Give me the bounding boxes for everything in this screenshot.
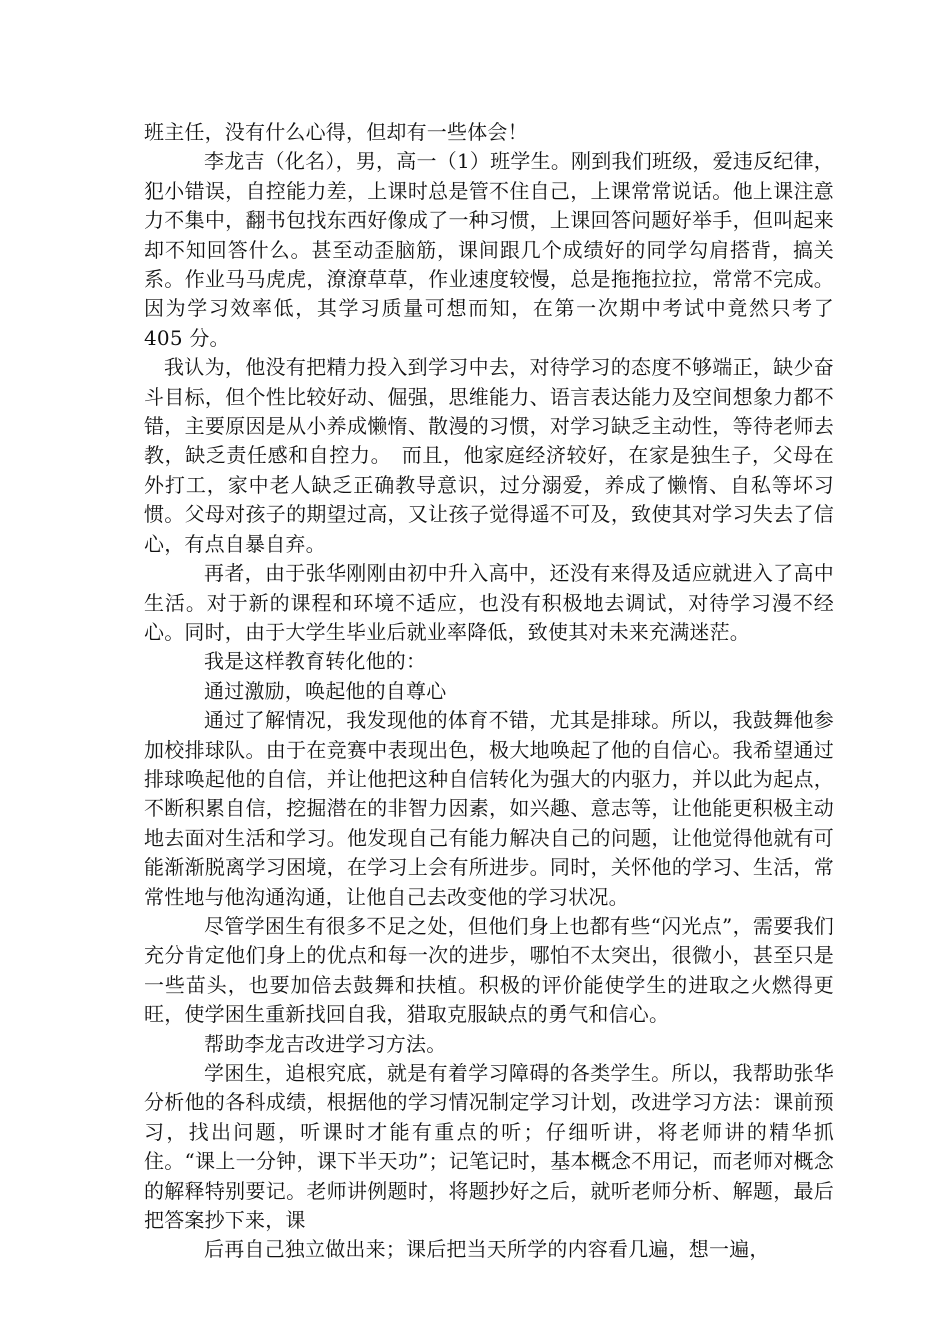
heading-encouragement: 通过激励，唤起他的自尊心 xyxy=(204,678,447,703)
paragraph-analysis: 我认为，他没有把精力投入到学习中去，对待学习的态度不够端正，缺少奋斗目标，但个性比较好动、倔强，思维能力、语言表达能力及空间想象力都不错，主要原因是从小养成懒惰、散漫的习惯，对学习缺乏主动性，等待老师去教，缺乏责任感和自控力。 而且，他家庭经济较好，在家是独生子，父母在外打工，家中老人缺乏正确教导意识，过分溺爱，养成了懒惰、自私等坏习惯。父母对孩子的期望过高，又让孩子觉得遥不可及，致使其对学习失去了信心，有点自暴自弃。 xyxy=(144,355,834,556)
paragraph-continuation: 后再自己独立做出来；课后把当天所学的内容看几遍，想一遍， xyxy=(204,1237,770,1262)
heading-study-methods: 帮助李龙吉改进学习方法。 xyxy=(204,1031,447,1056)
paragraph-study-plan: 学困生，追根究底，就是有着学习障碍的各类学生。所以，我帮助张华分析他的各科成绩，根据他的学习情况制定学习计划，改进学习方法：课前预习，找出问题，听课时才能有重点的听；仔细听讲，将老师讲的精华抓住。“课上一分钟，课下半天功”；记笔记时，基本概念不用记，而老师对概念的解释特别要记。老师讲例题时，将题抄好之后，就听老师分析、解题，最后把答案抄下来，课 xyxy=(144,1061,834,1233)
paragraph-transition-reason: 再者，由于张华刚刚由初中升入高中，还没有来得及适应就进入了高中生活。对于新的课程和环境不适应，也没有积极地去调试，对待学习漫不经心。同时，由于大学生毕业后就业率降低，致使其对未来充满迷茫。 xyxy=(144,561,834,644)
document-page xyxy=(144,118,834,1265)
paragraph-student-description: 李龙吉（化名），男，高一（1）班学生。刚到我们班级，爱违反纪律，犯小错误，自控能力差，上课时总是管不住自己，上课常常说话。他上课注意力不集中，翻书包找东西好像成了一种习惯，上课回答问题好举手，但叫起来却不知回答什么。甚至动歪脑筋，课间跟几个成绩好的同学勾肩搭背，搞关系。作业马马虎虎，潦潦草草，作业速度较慢，总是拖拖拉拉，常常不完成。因为学习效率低，其学习质量可想而知，在第一次期中考试中竟然只考了 405 分。 xyxy=(144,149,834,350)
paragraph-intro: 班主任，没有什么心得，但却有一些体会！ xyxy=(144,120,528,144)
paragraph-volleyball: 通过了解情况，我发现他的体育不错，尤其是排球。所以，我鼓舞他参加校排球队。由于在竞赛中表现出色，极大地唤起了他的自信心。我希望通过排球唤起他的自信，并让他把这种自信转化为强大的内驱力，并以此为起点，不断积累自信，挖掘潜在的非智力因素，如兴趣、意志等，让他能更积极主动地去面对生活和学习。他发现自己有能力解决自己的问题，让他觉得他就有可能渐渐脱离学习困境，在学习上会有所进步。同时，关怀他的学习、生活，常常性地与他沟通沟通，让他自己去改变他的学习状况。 xyxy=(144,708,834,909)
paragraph-shining-points: 尽管学困生有很多不足之处，但他们身上也都有些“闪光点”，需要我们充分肯定他们身上的优点和每一次的进步，哪怕不太突出，很微小，甚至只是一些苗头，也要加倍去鼓舞和扶植。积极的评价能使学生的进取之火燃得更旺，使学困生重新找回自我，猎取克服缺点的勇气和信心。 xyxy=(144,913,834,1027)
paragraph-method-intro: 我是这样教育转化他的： xyxy=(204,649,427,674)
